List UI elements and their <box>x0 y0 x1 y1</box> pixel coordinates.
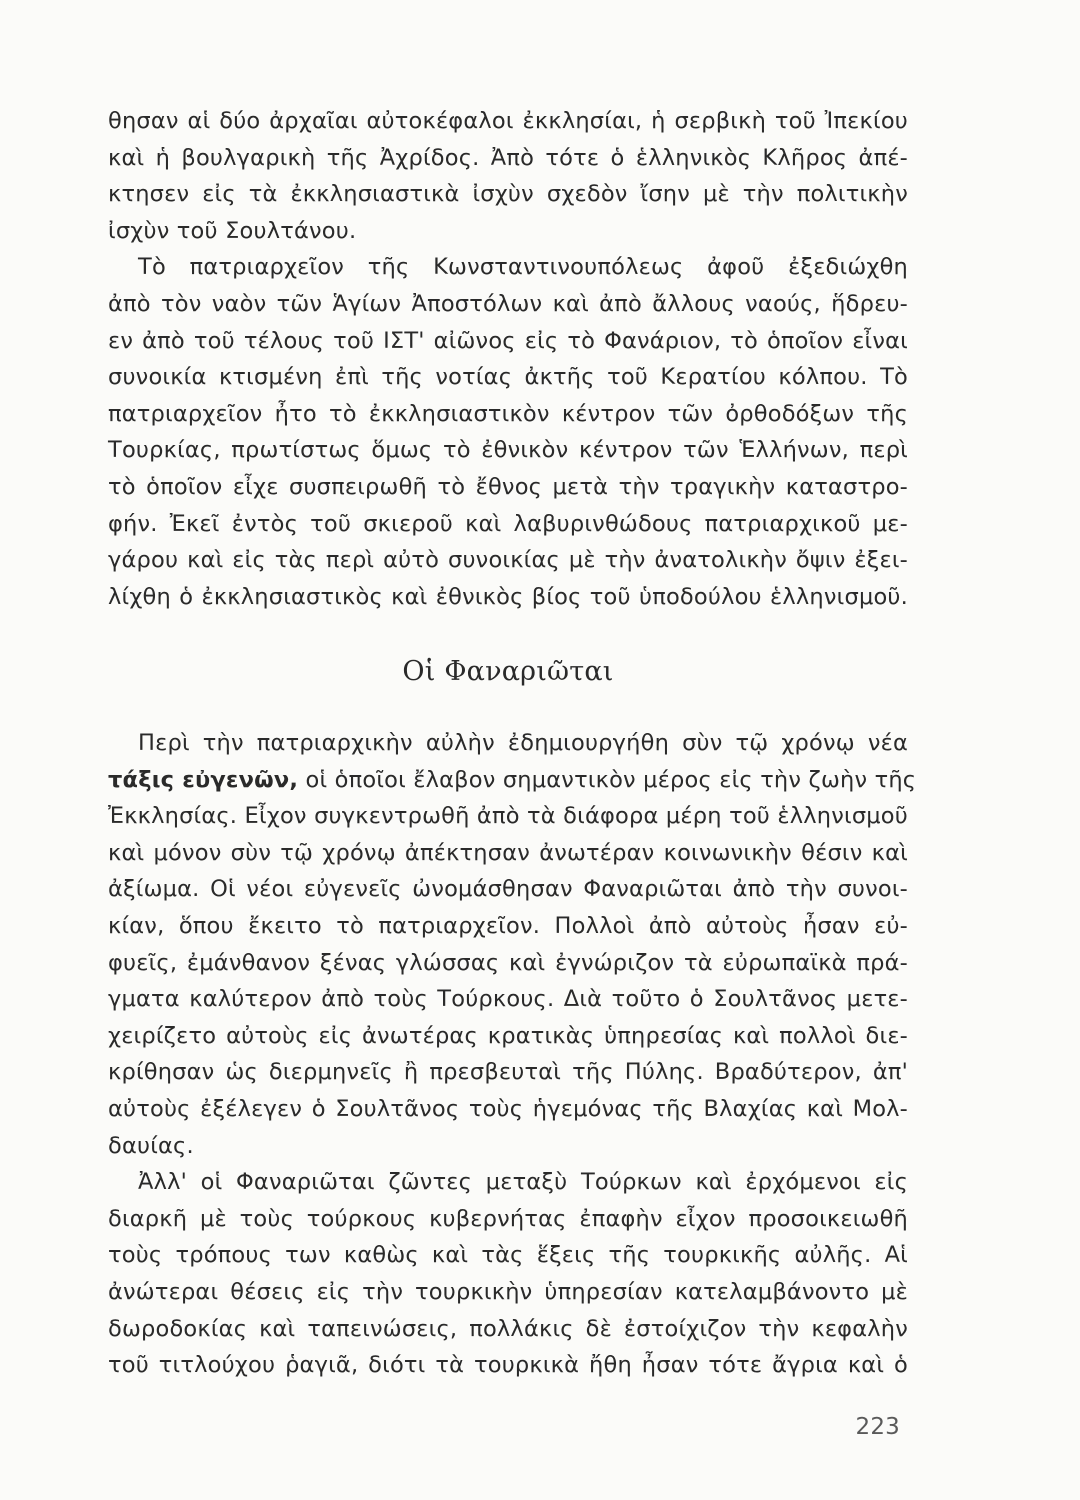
bold-term: τάξις εὐγενῶν, <box>108 766 299 793</box>
text-line: Περὶ τὴν πατριαρχικὴν αὐλὴν ἐδημιουργήθη σὺν τῷ χρόνῳ νέα <box>138 730 908 756</box>
text-line: ἰσχὺν τοῦ Σουλτάνου. <box>108 217 357 244</box>
text-line: γματα καλύτερον ἀπὸ τοὺς Τούρκους. Διὰ τοῦτο ὁ Σουλτᾶνος μετε- <box>108 986 908 1013</box>
text-line: διαρκῆ μὲ τοὺς τούρκους κυβερνήτας ἐπαφὴν εἶχον προσοικειωθῆ <box>108 1205 908 1232</box>
section-heading: Οἱ Φαναριῶται <box>402 656 614 687</box>
text-line: τοὺς τρόπους των καθὼς καὶ τὰς ἕξεις τῆς τουρκικῆς αὐλῆς. Αἱ <box>108 1242 908 1269</box>
text-line: καὶ ἡ βουλγαρικὴ τῆς Ἀχρίδος. Ἀπὸ τότε ὁ ἑλληνικὸς Κλῆρος ἀπέ- <box>108 144 908 171</box>
text-line: ἀξίωμα. Οἱ νέοι εὐγενεῖς ὠνομάσθησαν Φαναριῶται ἀπὸ τὴν συνοι- <box>108 876 908 903</box>
text-line: δωροδοκίας καὶ ταπεινώσεις, πολλάκις δὲ ἐστοίχιζον τὴν κεφαλὴν <box>108 1315 908 1342</box>
text-line: ἀνώτεραι θέσεις εἰς τὴν τουρκικὴν ὑπηρεσίαν κατελαμβάνοντο μὲ <box>108 1278 908 1305</box>
text-line: ἀπὸ τὸν ναὸν τῶν Ἁγίων Ἀποστόλων καὶ ἀπὸ ἄλλους ναούς, ἥδρευ- <box>108 290 908 317</box>
text-line: Ἐκκλησίας. Εἶχον συγκεντρωθῆ ἀπὸ τὰ διάφορα μέρη τοῦ ἑλληνισμοῦ <box>108 803 908 830</box>
text-line: γάρου καὶ εἰς τὰς περὶ αὐτὸ συνοικίας μὲ τὴν ἀνατολικὴν ὄψιν ἐξει- <box>108 547 908 574</box>
text-line: φυεῖς, ἐμάνθανον ξένας γλώσσας καὶ ἐγνώριζον τὰ εὐρωπαϊκὰ πρά- <box>108 949 908 976</box>
text-line: τοῦ τιτλούχου ῥαγιᾶ, διότι τὰ τουρκικὰ ἤθη ἦσαν τότε ἄγρια καὶ ὁ <box>108 1352 908 1379</box>
text-line: δαυίας. <box>108 1132 194 1159</box>
text-line: συνοικία κτισμένη ἐπὶ τῆς νοτίας ἀκτῆς τοῦ Κερατίου κόλπου. Τὸ <box>108 364 908 391</box>
text-line: λίχθη ὁ ἐκκλησιαστικὸς καὶ ἐθνικὸς βίος τοῦ ὑποδούλου ἑλληνισμοῦ. <box>108 583 908 610</box>
text-line <box>108 762 917 799</box>
text-line: κίαν, ὅπου ἔκειτο τὸ πατριαρχεῖον. Πολλοὶ ἀπὸ αὐτοὺς ἦσαν εὐ- <box>108 912 908 939</box>
text-line: αὐτοὺς ἐξέλεγεν ὁ Σουλτᾶνος τοὺς ἡγεμόνας τῆς Βλαχίας καὶ Μολ- <box>108 1095 908 1122</box>
page-number: 223 <box>855 1414 900 1440</box>
text-line: εν ἀπὸ τοῦ τέλους τοῦ ΙΣΤ' αἰῶνος εἰς τὸ Φανάριον, τὸ ὁποῖον εἶναι <box>108 327 908 354</box>
text-line: φήν. Ἐκεῖ ἐντὸς τοῦ σκιεροῦ καὶ λαβυρινθώδους πατριαρχικοῦ με- <box>108 510 908 537</box>
text-line: Τὸ πατριαρχεῖον τῆς Κωνσταντινουπόλεως ἀφοῦ ἐξεδιώχθη <box>138 254 908 281</box>
text-block-top <box>108 103 908 615</box>
text-line: Τουρκίας, πρωτίστως ὅμως τὸ ἐθνικὸν κέντρον τῶν Ἑλλήνων, περὶ <box>108 437 908 464</box>
text-line: κρίθησαν ὡς διερμηνεῖς ἢ πρεσβευταὶ τῆς Πύλης. Βραδύτερον, ἀπ' <box>108 1059 908 1086</box>
text-block-bottom <box>108 725 917 1384</box>
text-line: Ἀλλ' οἱ Φαναριῶται ζῶντες μεταξὺ Τούρκων καὶ ἐρχόμενοι εἰς <box>138 1169 908 1196</box>
text-line: τὸ ὁποῖον εἶχε συσπειρωθῆ τὸ ἔθνος μετὰ τὴν τραγικὴν καταστρο- <box>108 473 908 500</box>
text-line: πατριαρχεῖον ἦτο τὸ ἐκκλησιαστικὸν κέντρον τῶν ὀρθοδόξων τῆς <box>108 400 908 427</box>
text-line: καὶ μόνον σὺν τῷ χρόνῳ ἀπέκτησαν ἀνωτέραν κοινωνικὴν θέσιν καὶ <box>108 839 908 866</box>
text-span: οἱ ὁποῖοι ἔλαβον σημαντικὸν μέρος εἰς τὴν ζωὴν τῆς <box>298 766 917 793</box>
text-line: χειρίζετο αὐτοὺς εἰς ἀνωτέρας κρατικὰς ὑπηρεσίας καὶ πολλοὶ διε- <box>108 1022 908 1049</box>
text-line: κτησεν εἰς τὰ ἐκκλησιαστικὰ ἰσχὺν σχεδὸν ἴσην μὲ τὴν πολιτικὴν <box>108 181 908 208</box>
text-line: θησαν αἱ δύο ἀρχαῖαι αὐτοκέφαλοι ἐκκλησίαι, ἡ σερβικὴ τοῦ Ἰπεκίου <box>108 108 908 134</box>
